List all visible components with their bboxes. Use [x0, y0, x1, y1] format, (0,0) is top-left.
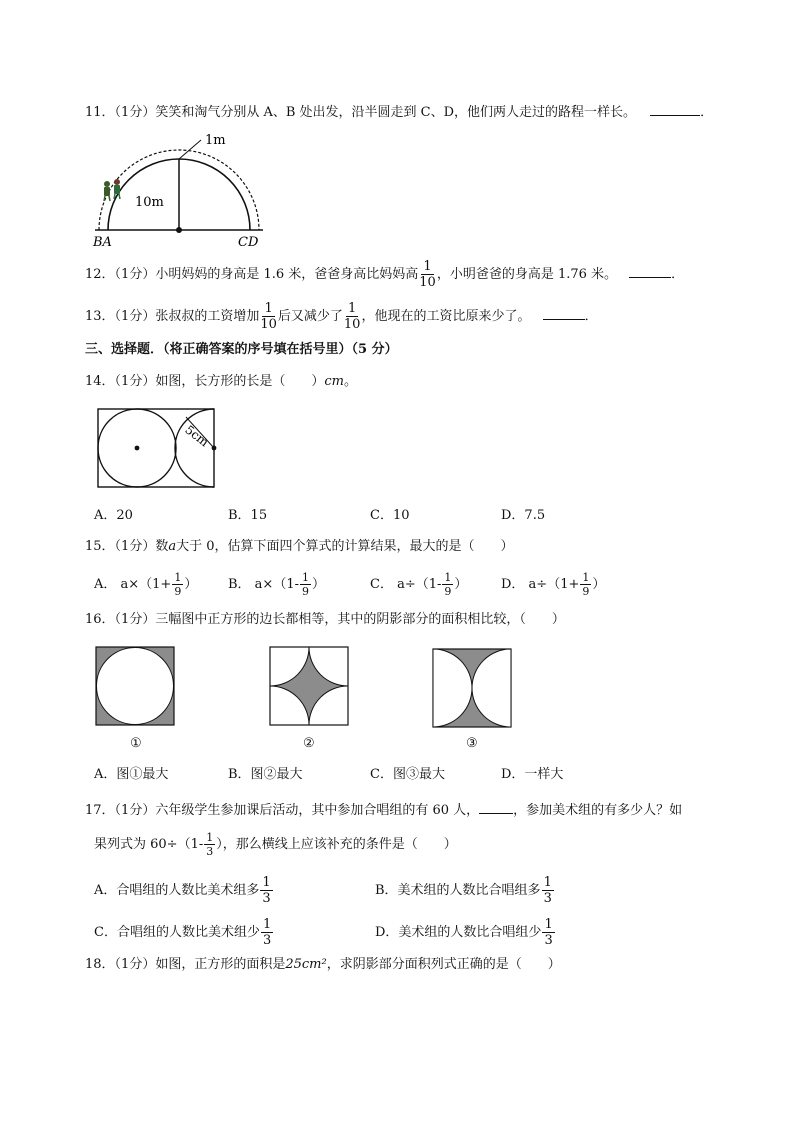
q17-c-denominator: 3 [262, 933, 272, 948]
q16-text: 16．（1分）三幅图中正方形的边长都相等，其中的阴影部分的面积相比较，（ ） [85, 612, 565, 627]
q15-option-a[interactable] [94, 572, 197, 597]
q12-answer-blank[interactable] [629, 263, 671, 278]
q13-end: ． [584, 309, 598, 324]
kids-icon [104, 179, 120, 201]
q15-part-a: 15．（1分）数 [85, 539, 169, 554]
q18-part-b: ，求阴影部分面积列式正确的是（ ） [326, 957, 561, 972]
q18-area: 25cm² [285, 957, 327, 972]
section-3-title: 三、选择题．（将正确答案的序号填在括号里）（5 分） [85, 342, 398, 357]
q16-option-b[interactable]: B．图②最大 [228, 767, 303, 782]
q17-fraction [204, 832, 215, 857]
q17-option-d-text: D．美术组的人数比合唱组少 [375, 925, 542, 940]
q17-option-c-fraction [261, 918, 273, 947]
q13-frac2-numerator: 1 [348, 301, 357, 316]
q15-c-denominator: 9 [444, 585, 452, 598]
q11-answer-blank[interactable] [650, 101, 700, 116]
q16-fig-label-1: ① [130, 736, 142, 751]
q16-option-a[interactable]: A．图①最大 [94, 767, 169, 782]
q14-radius-label: 5cm [182, 422, 212, 450]
q17-c-numerator: 1 [262, 917, 272, 932]
q12-text [85, 260, 684, 289]
q17-option-a-text: A．合唱组的人数比美术组多 [94, 883, 260, 898]
q17-text-line1 [85, 799, 682, 821]
q15-a-numerator: 1 [174, 571, 182, 584]
q15-option-a-pre: A． a×（1+ [94, 577, 172, 592]
q11-label-ba: BA [93, 235, 112, 250]
q11-end: ． [700, 105, 714, 120]
q11-text [85, 101, 713, 123]
q14-part-a: 14．（1分）如图，长方形的长是（ ） [85, 374, 325, 389]
q17-condition-blank[interactable] [479, 799, 513, 814]
q16-figure-1 [95, 646, 175, 726]
q14-half-circle [175, 409, 214, 487]
q14-option-b[interactable]: B．15 [228, 508, 268, 523]
q15-option-d[interactable] [501, 572, 605, 597]
q17-part-b: ，参加美术组的有多少人？如 [513, 803, 683, 818]
q14-option-d[interactable]: D．7.5 [501, 508, 546, 523]
q15-option-b-pre: B． a×（1- [228, 577, 299, 592]
q17-option-b-text: B．美术组的人数比合唱组多 [375, 883, 541, 898]
q17-option-d[interactable] [375, 918, 556, 947]
q17-part-a: 17．（1分）六年级学生参加课后活动，其中参加合唱组的有 60 人， [85, 803, 480, 818]
q15-part-b: 大于 0，估算下面四个算式的计算结果，最大的是（ ） [176, 539, 514, 554]
q15-option-a-fraction [172, 572, 183, 597]
q12-frac-denominator: 10 [419, 275, 436, 290]
q13-part-a: 13．（1分）张叔叔的工资增加 [85, 309, 260, 324]
q15-option-b-post: ） [312, 577, 326, 592]
q14-unit: cm [324, 374, 344, 389]
q17-part-c: 果列式为 60÷（1- [94, 837, 204, 852]
q13-answer-blank[interactable] [543, 305, 585, 320]
q15-c-numerator: 1 [444, 571, 452, 584]
q17-a-denominator: 3 [262, 891, 271, 906]
q12-fraction [419, 260, 436, 289]
q11-label-10m: 10m [135, 195, 164, 210]
q14-option-c[interactable]: C．10 [370, 508, 410, 523]
q15-b-denominator: 9 [302, 585, 309, 598]
q15-option-b-fraction [300, 572, 311, 597]
q16-option-d[interactable]: D．一样大 [501, 767, 564, 782]
q17-text-line2 [94, 832, 457, 857]
q17-d-denominator: 3 [544, 933, 553, 948]
q11-center-dot [176, 227, 182, 233]
q16-option-c[interactable]: C．图③最大 [370, 767, 445, 782]
q12-end: ． [671, 267, 685, 282]
q11-question: 11．（1分）笑笑和淘气分别从 A、B 处出发，沿半圆走到 C、D，他们两人走过的路程一样长。 [85, 105, 637, 120]
q15-option-c-fraction [442, 572, 453, 597]
q11-1m-pointer [179, 140, 201, 159]
q14-figure [94, 405, 224, 495]
q17-frac-denominator: 3 [206, 845, 214, 858]
q12-frac-numerator: 1 [423, 259, 432, 274]
q17-b-denominator: 3 [543, 891, 552, 906]
q17-part-d: ），那么横线上应该补充的条件是（ ） [216, 837, 457, 852]
q15-option-b[interactable] [228, 572, 325, 597]
q15-variable: a [168, 539, 177, 554]
q17-option-c-text: C．合唱组的人数比美术组少 [94, 925, 260, 940]
q13-fraction-1 [260, 302, 277, 331]
q18-part-a: 18．（1分）如图，正方形的面积是 [85, 957, 286, 972]
q15-a-denominator: 9 [174, 585, 182, 598]
q12-part-a: 12．（1分）小明妈妈的身高是 1.6 米，爸爸身高比妈妈高 [85, 267, 419, 282]
q15-d-numerator: 1 [582, 571, 590, 584]
q15-option-d-fraction [580, 572, 591, 597]
q11-label-1m: 1m [205, 133, 226, 148]
q15-option-c-pre: C． a÷（1- [370, 577, 442, 592]
q15-option-d-post: ） [592, 577, 606, 592]
q15-option-a-post: ） [184, 577, 198, 592]
q14-text [85, 372, 357, 392]
q15-option-d-pre: D． a÷（1+ [501, 577, 580, 592]
q15-option-c-post: ） [454, 577, 468, 592]
q17-frac-numerator: 1 [206, 831, 214, 844]
q13-text [85, 302, 598, 331]
q15-b-numerator: 1 [302, 571, 309, 584]
q17-option-d-fraction [542, 918, 554, 947]
q16-fig1-circle [97, 648, 174, 725]
q15-text [85, 537, 514, 557]
q12-part-b: ，小明爸爸的身高是 1.76 米。 [436, 267, 618, 282]
q13-frac1-denominator: 10 [260, 317, 277, 332]
q16-fig-label-2: ② [303, 736, 315, 751]
q13-fraction-2 [344, 302, 361, 331]
q17-option-a[interactable] [94, 876, 274, 905]
q17-option-c[interactable] [94, 918, 274, 947]
q17-b-numerator: 1 [543, 875, 552, 890]
q16-figure-2 [269, 646, 349, 726]
q17-option-b-fraction [542, 876, 554, 905]
q18-text [85, 955, 561, 975]
q14-part-b: 。 [343, 374, 357, 389]
q16-figure-3 [432, 648, 512, 728]
q17-option-a-fraction [260, 876, 272, 905]
q17-option-b[interactable] [375, 876, 555, 905]
q17-a-numerator: 1 [262, 875, 271, 890]
q14-option-a[interactable]: A．20 [94, 508, 133, 523]
q13-part-b: 后又减少了 [277, 309, 343, 324]
q14-center-dot [135, 446, 140, 451]
q17-d-numerator: 1 [544, 917, 553, 932]
q11-label-cd: CD [238, 235, 259, 250]
q13-part-c: ，他现在的工资比原来少了。 [361, 309, 531, 324]
q14-rectangle [98, 409, 214, 487]
q15-option-c[interactable] [370, 572, 467, 597]
q13-frac2-denominator: 10 [343, 317, 361, 332]
q11-figure [85, 130, 285, 250]
q13-frac1-numerator: 1 [264, 301, 273, 316]
q16-fig-label-3: ③ [466, 736, 478, 751]
q15-d-denominator: 9 [582, 585, 590, 598]
